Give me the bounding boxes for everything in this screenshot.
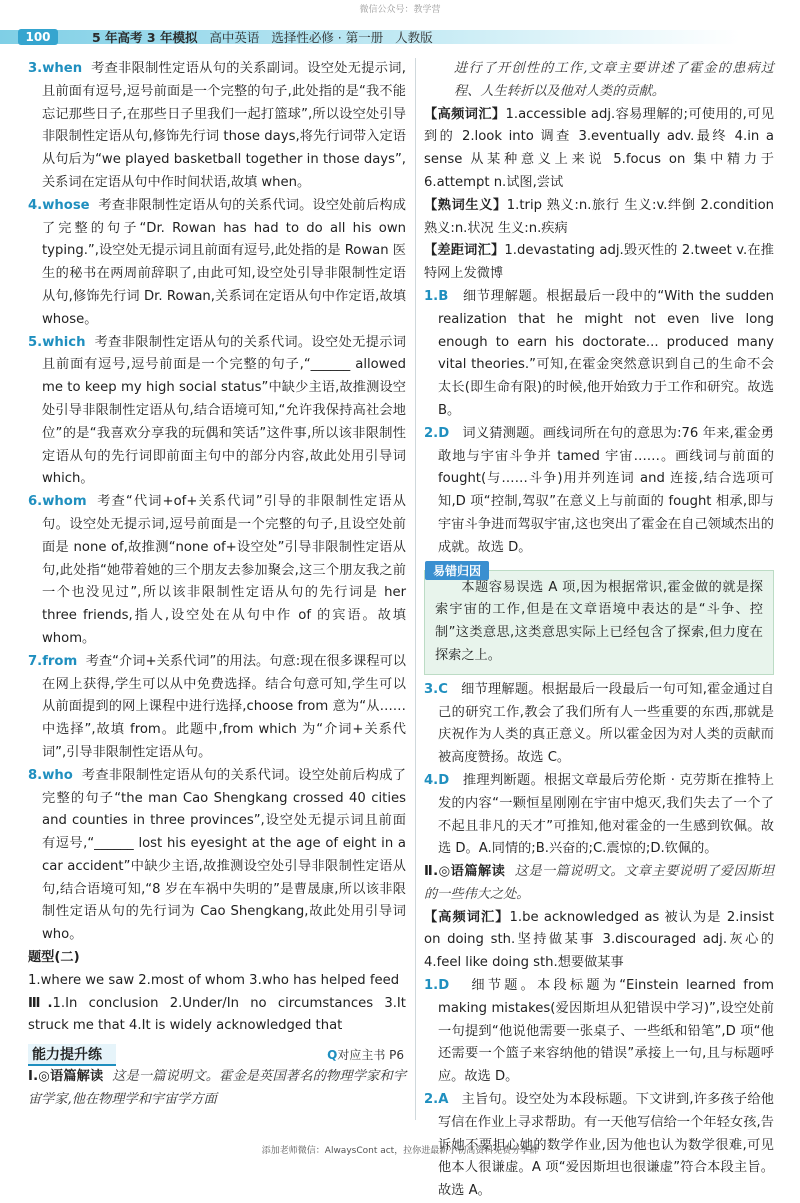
ability-title: 能力提升练 xyxy=(28,1044,116,1066)
error-analysis-box xyxy=(424,563,774,675)
answer-item: 6.whom 考查“代词+of+关系代词”引导的非限制性定语从句。设空处无提示词,逗号前面是一个完整的句子,且设空处前面是 none of,故推测“none of+设空处”引导非限制性定语从句,此处指“她带着她的三个朋友去参加聚会,这三个朋友我之前一个也没见过”,所以该非限制性定语从句的先行词是 her three friends,指人,设空处在从句中作 of 的宾语。故填 whom。 xyxy=(28,494,406,646)
qtype2-heading: 题型(二) xyxy=(28,950,80,966)
ability-ref: Q对应主书 P6 xyxy=(327,1048,404,1063)
answer-item: 8.who 考查非限制性定语从句的关系代词。设空处前后构成了完整的句子“the man Cao Shengkang crossed 40 cities and counties in three provinces”,设空处无提示词且前面有逗号,“______ lost his eyesight at the age of eight in a car accident”中缺少主语,故推测设空处引导非限制性定语从句,结合语境可知,“8 岁在车祸中失明的”是曹晟康,所以该非限制性定语从句的先行词为 Cao Shengkang,故此处用引导词 who。 xyxy=(28,767,406,943)
error-analysis-text: 本题容易误选 A 项,因为根据常识,霍金做的就是探索宇宙的工作,但是在文章语境中表达的是“斗争、控制”这类意思,这类意思实际上已经包含了探索,但力度在探索之上。 xyxy=(435,579,763,663)
section3-answers: Ⅲ.1.In conclusion 2.Under/In no circumstances 3.It struck me that 4.It is widely acknowledged that xyxy=(28,995,406,1034)
qtype2-answers: 1.where we saw 2.most of whom 3.who has helped feed xyxy=(28,972,400,988)
answer-item: 1.B 细节理解题。根据最后一段中的“With the sudden realization that he might not even live long enough to earn his doctorate... produced many vital theories.”可知,在霍金突然意识到自己的生命不会太长(即生命有限)的时候,他开始致力于工作和研究。故选 B。 xyxy=(424,288,775,418)
answer-item: 2.D 词义猜测题。画线词所在句的意思为:76 年来,霍金勇敢地与宇宙斗争并 tamed 宇宙……。画线词与前面的 fought(与……斗争)用并列连词 and 连接,结合选项可知,D 项“控制,驾驭”在意义上与前面的 fought 相承,即与宇宙斗争进而驾驭宇宙,这也突出了霍金在自己领域杰出的成就。故选 D。 xyxy=(424,425,774,555)
series-name: 5 年高考 3 年模拟 xyxy=(92,30,198,45)
answer-item: 3.when 考查非限制性定语从句的关系副词。设空处无提示词,且前面有逗号,逗号前面是一个完整的句子,此处指的是“我不能忘记那些日子,在那些日子里我们一起打篮球”,所以设空处引导非限制性定语从句,修饰先行词 those days,将先行词带入定语从句后为“we played basketball together in those days”,关系词在定语从句中作时间状语,故填 when。 xyxy=(28,61,406,190)
vocab-familiar-new: 【熟词生义】1.trip 熟义:n.旅行 生义:v.绊倒 2.condition 熟义:n.状况 生义:n.疾病 xyxy=(424,197,774,236)
column-divider xyxy=(415,58,416,1120)
answer-item: 1.D 细节题。本段标题为“Einstein learned from making mistakes(爱因斯坦从犯错误中学习)”,设空处前一句提到“他说他需要一张桌子、一些纸和铅笔”,D 项“他还需要一个篮子来容纳他的错误”承接上一句,且与标题呼应。故选 D。 xyxy=(424,978,775,1085)
answer-item: 3.C 细节理解题。根据最后一段最后一句可知,霍金通过自己的研究工作,教会了我们所有人一些重要的东西,那就是庆祝作为人类的真正意义。所以霍金因为对人类的贡献而被高度赞扬。故选 C。 xyxy=(424,681,774,766)
vocab-gap: 【差距词汇】1.devastating adj.毁灭性的 2.tweet v.在推特网上发微博 xyxy=(424,243,774,282)
edition: 人教版 xyxy=(395,30,433,45)
answer-item: 4.D 推理判断题。根据文章最后劳伦斯 · 克劳斯在推特上发的内容“一颗恒星刚刚在宇宙中熄灭,我们失去了一个了不起且非凡的天才”可推知,他对霍金的一生感到钦佩。故选 D。A.同情的;B.兴奋的;C.震惊的;D.钦佩的。 xyxy=(424,772,774,857)
vocab-high-frequency: 【高频词汇】1.accessible adj.容易理解的;可使用的,可见到的 2.look into 调查 3.eventually adv.最终 4.in a sense 从某种意义上来说 5.focus on 集中精力于 6.attempt n.试图,尝试 xyxy=(424,106,775,190)
top-watermark: 微信公众号：教学营 xyxy=(359,5,441,15)
right-column xyxy=(424,58,774,1203)
answer-item: 5.which 考查非限制性定语从句的关系代词。设空处无提示词且前面有逗号,逗号前面是一个完整的句子,“______ allowed me to keep my high social status”中缺少主语,故推测设空处引导非限制性定语从句,结合语境可知,“允许我保持高社会地位”的是“我喜欢分享我的玩偶和笑话”这件事,所以该非限制性定语从句的先行词即前面主句中的部分内容,故此处用引导词 which。 xyxy=(28,334,406,487)
vocab-high-frequency-2: 【高频词汇】1.be acknowledged as 被认为是 2.insist on doing sth.坚持做某事 3.discouraged adj.灰心的 4.feel like doing sth.想要做某事 xyxy=(424,909,775,971)
section1-intro: Ⅰ.◎语篇解读 这是一篇说明文。霍金是英国著名的物理学家和宇宙学家,他在物理学和宇宙学方面 xyxy=(28,1069,407,1108)
left-column xyxy=(28,58,406,1112)
page-number: 100 xyxy=(18,29,58,45)
answer-item: 2.A 主旨句。设空处为本段标题。下文讲到,许多孩子给他写信在作业上寻求帮助。有一天他写信给一个年轻女孩,告诉她不要担心她的数学作业,因为他也认为数学很难,可见他本人很谦虚。A 项“爱因斯坦也很谦虚”符合本段主旨。故选 A。 xyxy=(424,1092,774,1199)
header-title xyxy=(92,28,433,46)
ability-section-header xyxy=(28,1044,406,1066)
page-header xyxy=(0,22,800,50)
error-analysis-title: 易错归因 xyxy=(425,561,489,580)
search-icon: Q xyxy=(327,1048,338,1063)
bottom-watermark: 添加老师微信：AlwaysCont act，拉你进最新小初高资料免费分享群 xyxy=(261,1146,539,1156)
answer-item: 7.from 考查“介词+关系代词”的用法。句意:现在很多课程可以在网上获得,学生可以从中免费选择。结合句意可知,学生可以从前面提到的网上课程中进行选择,choose from 意为“从……中选择”,故填 from。此题中,from which 为“介词+关系代词”,引导非限制性定语从句。 xyxy=(28,653,406,760)
section2-intro: Ⅱ.◎语篇解读 这是一篇说明文。文章主要说明了爱因斯坦的一些伟大之处。 xyxy=(424,864,775,902)
book-name: 选择性必修 · 第一册 xyxy=(271,30,384,45)
answer-item: 4.whose 考查非限制性定语从句的关系代词。设空处前后构成了完整的句子“Dr. Rowan has had to do all his own typing.”,设空处无提示词且前面有逗号,此处指的是 Rowan 医生的秘书在两周前辞职了,由此可知,设空处引导非限制性定语从句,修饰先行词 Dr. Rowan,关系词在定语从句中作定语,故填 whose。 xyxy=(28,197,406,327)
subject: 高中英语 xyxy=(209,30,260,45)
section1-intro-cont: 进行了开创性的工作,文章主要讲述了霍金的患病过程、人生转折以及他对人类的贡献。 xyxy=(454,61,774,99)
